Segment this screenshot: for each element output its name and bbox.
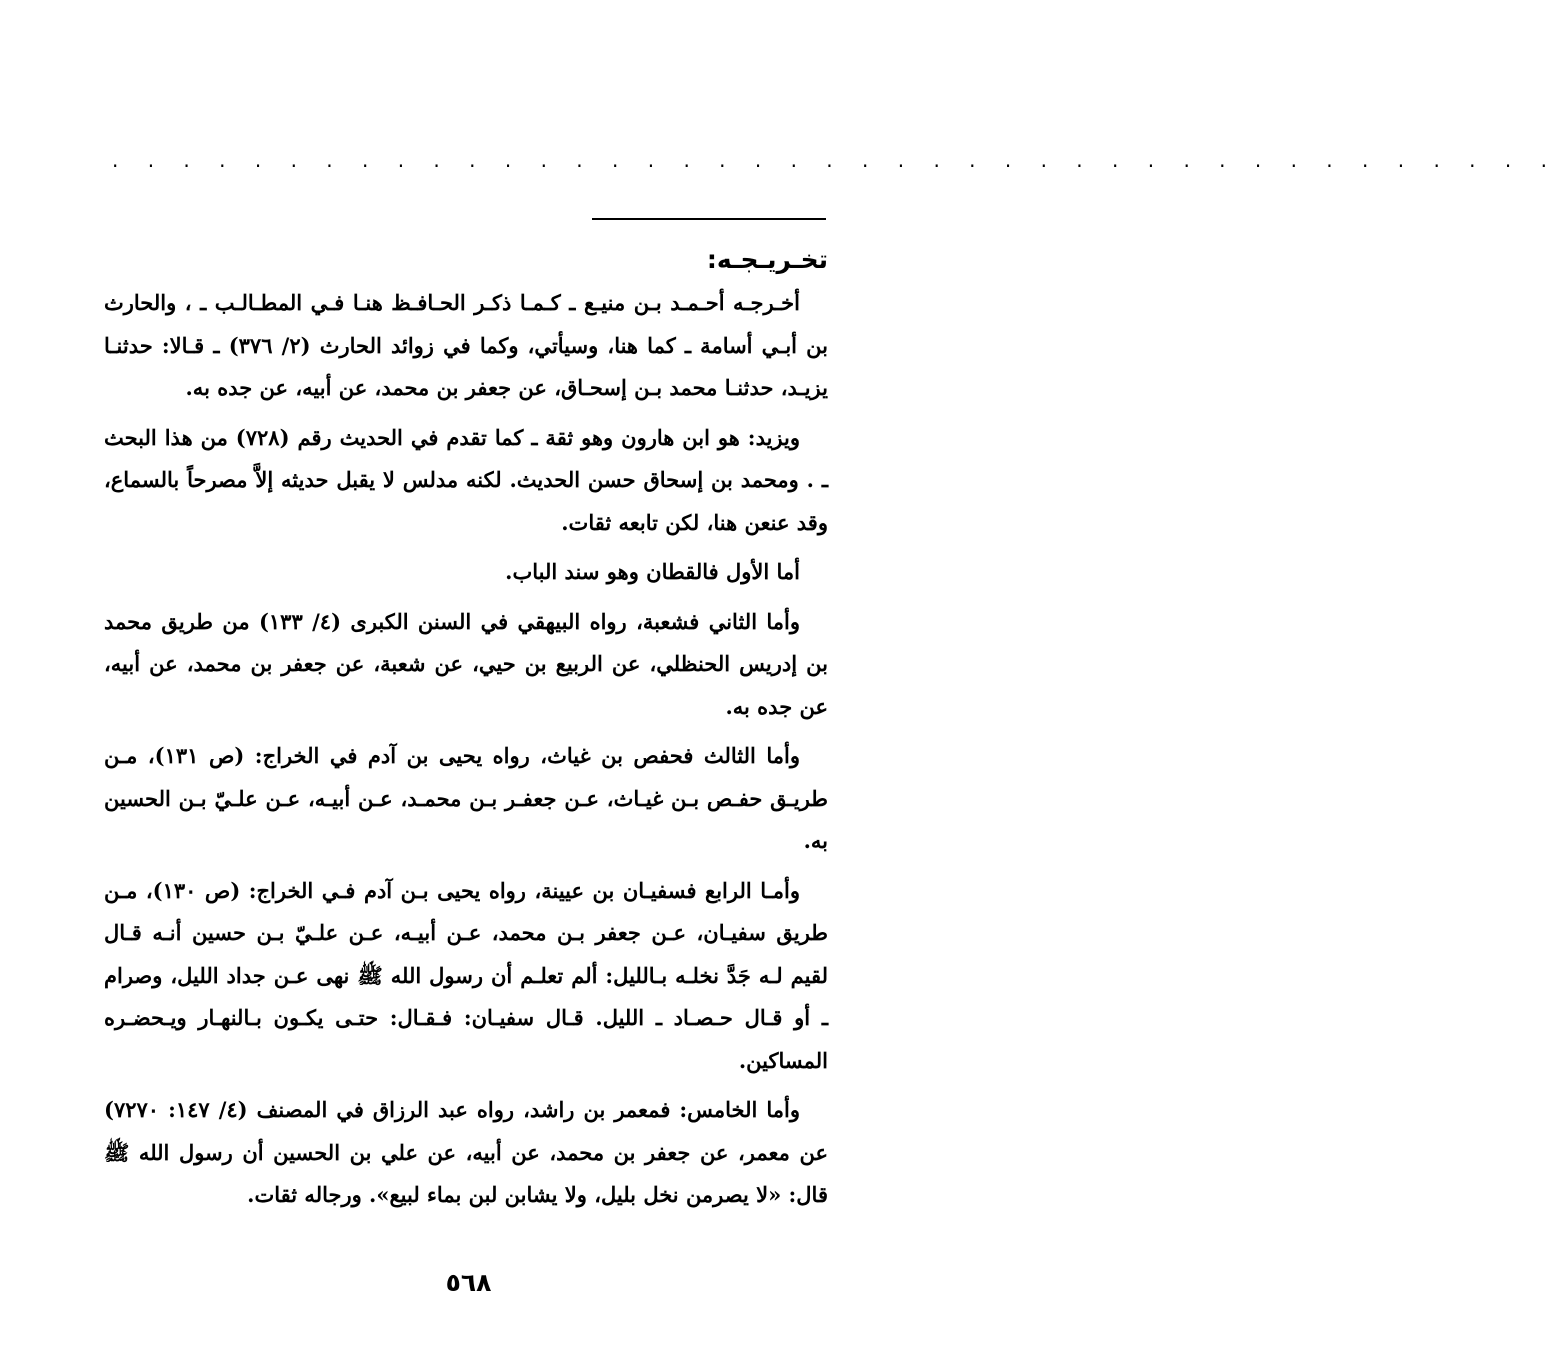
section-heading: تخـريـجـه: [706, 245, 828, 274]
footnote-rule [592, 218, 826, 220]
paragraph-fourth: وأمـا الرابع فسفيـان بن عيينة، رواه يحيى بـن آدم فـي الخراج: (ص ١٣٠)، مـن طريق سفيـان، عـن جعفر بـن محمد، عـن أبيـه، عـن علـيّ بـن حسين أنـه قـال لقيم لـه جَدَّ نخلـه بـالليل: ألم تعلـم أن رسول الله ﷺ نهى عـن جداد الليل، وصرام ـ أو قـال حـصـاد ـ الليل. قـال سفيـان: فـقـال: حتـى يكـون بـالنهـار ويـحضـره المساكين. [104, 877, 828, 1073]
paragraph-third: وأما الثالث فحفص بن غياث، رواه يحيى بن آدم في الخراج: (ص ١٣١)، مـن طريـق حفـص بـن غيـاث، عـن جعفـر بـن محمـد، عـن أبيـه، عـن علـيّ بـن الحسين به. [104, 743, 828, 853]
paragraph-yazid: ويزيد: هو ابن هارون وهو ثقة ـ كما تقدم في الحديث رقم (٧٢٨) من هذا البحث ـ . ومحمد بن إسحاق حسن الحديث. لكنه مدلس لا يقبل حديثه إلاَّ مصرحاً بالسماع، وقد عنعن هنا، لكن تابعه ثقات. [104, 424, 828, 535]
paragraph-first: أما الأول فالقطان وهو سند الباب. [505, 559, 800, 584]
page-number: ٥٦٨ [445, 1268, 492, 1297]
paragraph-takhrij: أخـرجـه أحـمـد بـن منيـع ـ كـمـا ذكـر الحـافـظ هنـا فـي المطـالـب ـ ، والحارث بن أبـي أسامة ـ كما هنا، وسيأتي، وكما في زوائد الحارث (٢/ ٣٧٦) ـ قـالا: حدثنـا يزيـد، حدثنـا محمد بـن إسحـاق، عن جعفر بن محمد، عن أبيه، عن جده به. [104, 290, 829, 400]
paragraph-fifth: وأما الخامس: فمعمر بن راشد، رواه عبد الرزاق في المصنف (٤/ ١٤٧: ٧٢٧٠) عن معمر، عن جعفر بن محمد، عن أبيه، عن علي بن الحسين أن رسول الله ﷺ قال: «لا يصرمن نخل بليل، ولا يشابن لبن بماء لبيع». ورجاله ثقات. [104, 1097, 828, 1207]
main-text [104, 240, 828, 1224]
paragraph-second: وأما الثاني فشعبة، رواه البيهقي في السنن الكبرى (٤/ ١٣٣) من طريق محمد بن إدريس الحنظلي، عن الربيع بن حيي، عن شعبة، عن جعفر بن محمد، عن أبيه، عن جده به. [104, 608, 828, 719]
dotted-separator: · · · · · · · · · · · · · · · · · · · · · · · · · · · · · · · · · · · · · · · · · [112, 154, 1558, 178]
